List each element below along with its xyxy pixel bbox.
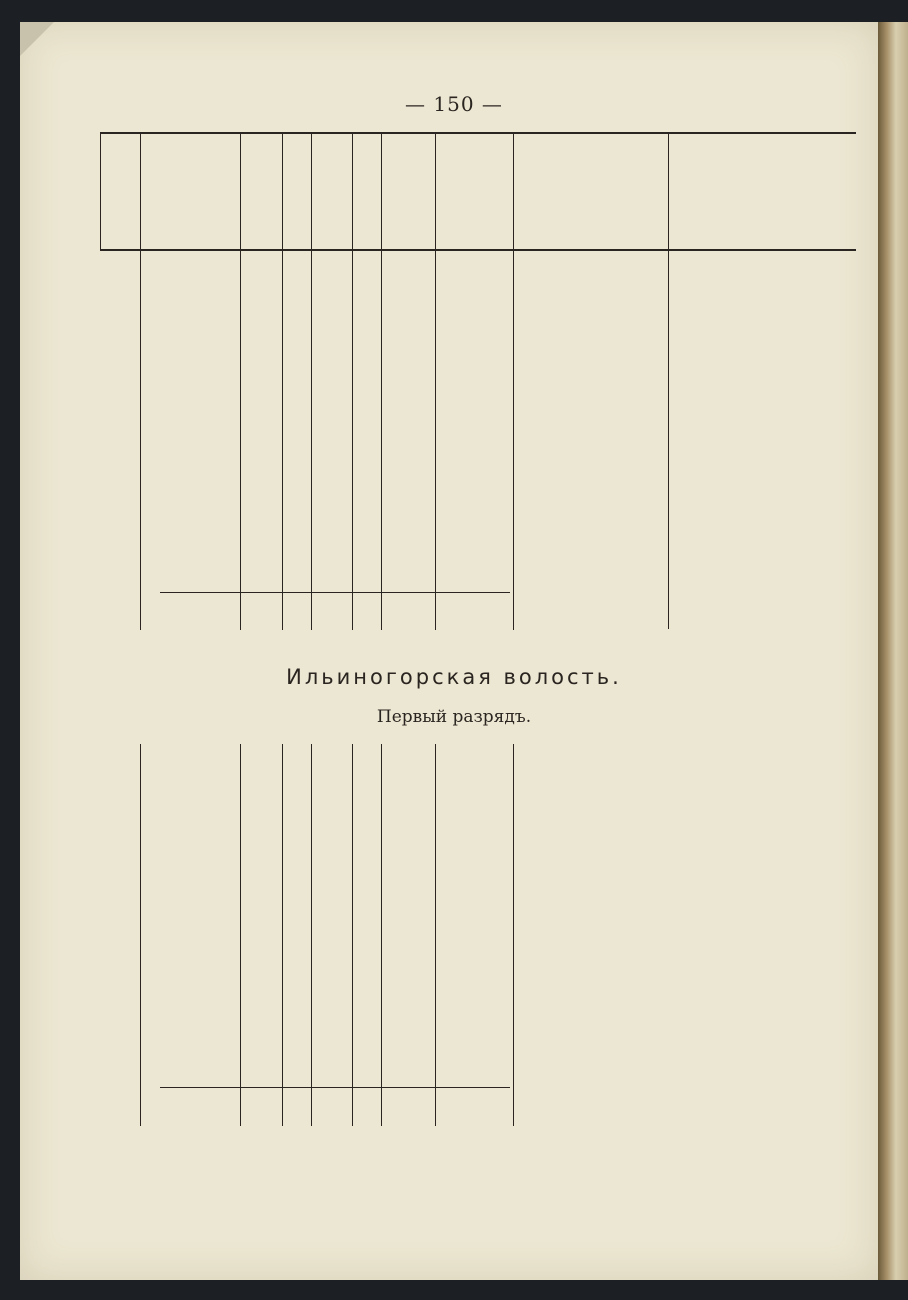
column-rule	[513, 744, 514, 1126]
column-rule	[240, 251, 241, 630]
column-rule	[140, 251, 141, 630]
column-rule	[381, 251, 382, 630]
total-rule	[160, 592, 510, 593]
column-rule	[381, 744, 382, 1126]
column-rule	[352, 251, 353, 630]
column-rule	[311, 744, 312, 1126]
page-number: — 150 —	[405, 92, 503, 116]
section-title: Ильиногорская волость.	[286, 665, 622, 689]
document-page	[20, 22, 878, 1280]
subsection-title: Первый разрядъ.	[376, 707, 532, 727]
column-rule	[282, 744, 283, 1126]
column-rule	[435, 251, 436, 630]
table-top-rule	[100, 132, 856, 134]
column-rule	[352, 744, 353, 1126]
column-rule	[435, 744, 436, 1126]
book-spine	[878, 22, 908, 1280]
column-rule	[140, 744, 141, 1126]
column-rule	[240, 744, 241, 1126]
column-rule	[311, 251, 312, 630]
column-rule	[100, 133, 101, 250]
header-bottom-rule	[100, 249, 856, 251]
total-rule	[160, 1087, 510, 1088]
column-rule	[282, 251, 283, 630]
page-corner-fold	[20, 22, 54, 56]
column-rule	[513, 251, 514, 630]
column-rule	[668, 133, 669, 629]
